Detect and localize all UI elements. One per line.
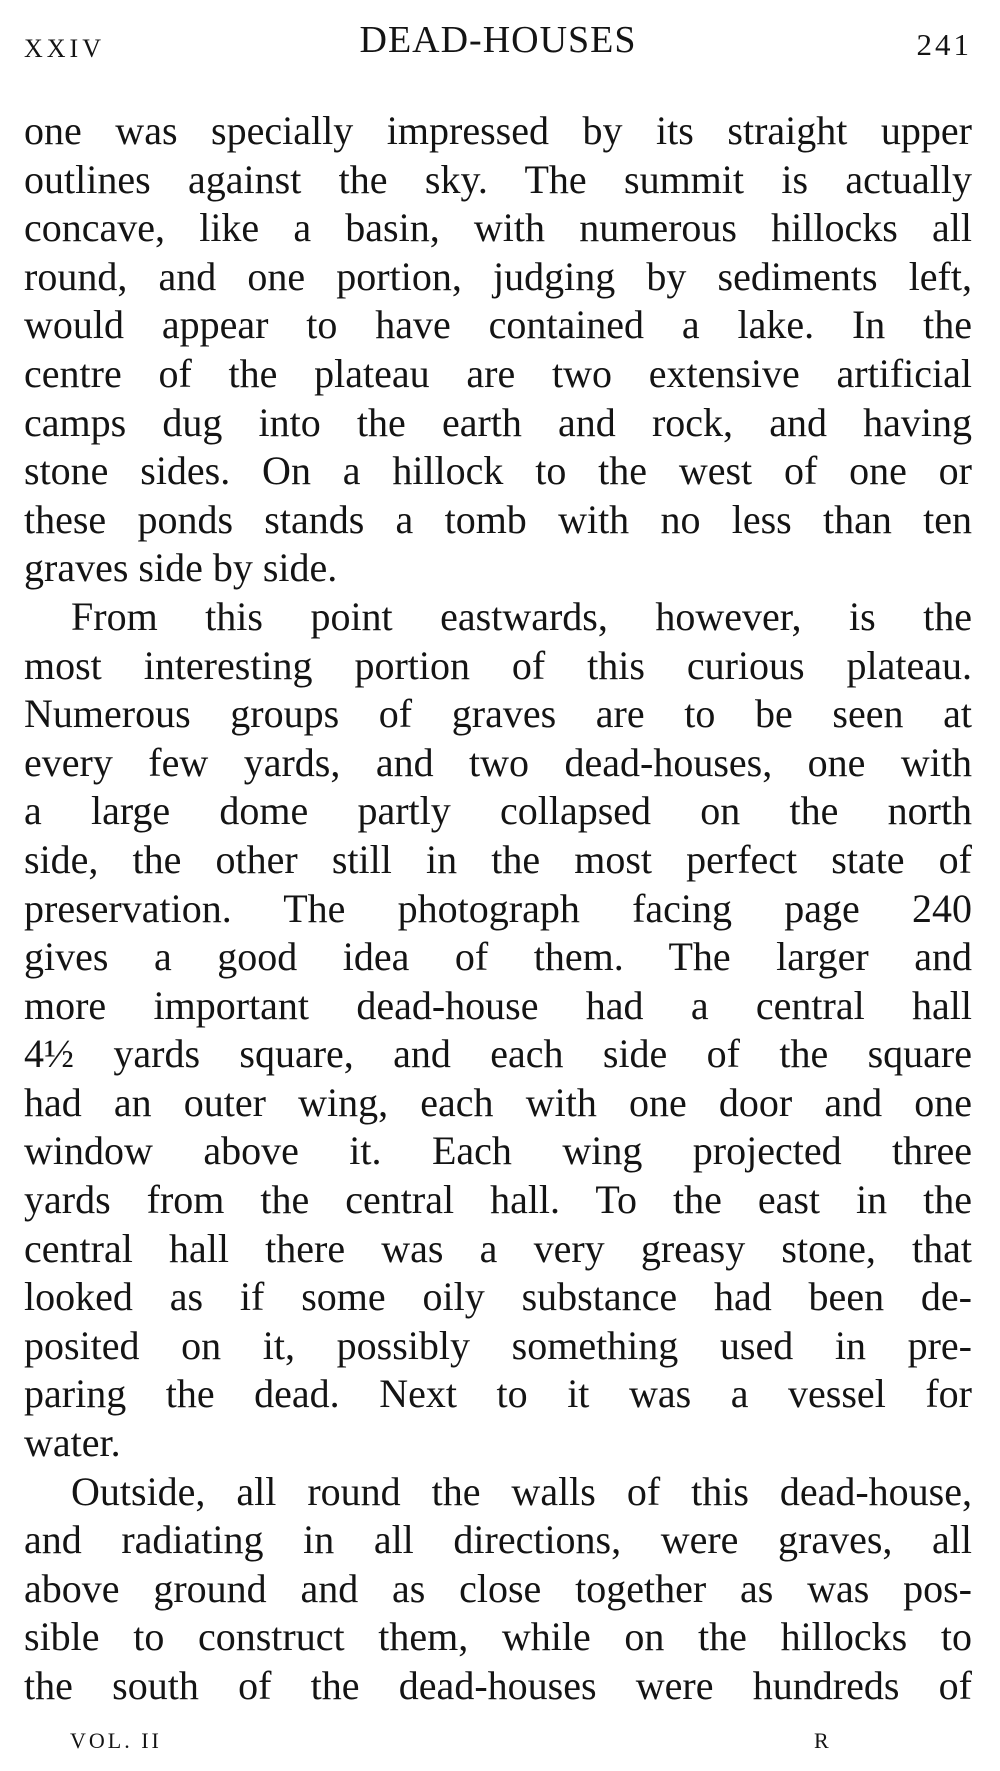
chapter-number: XXIV (24, 34, 105, 63)
text-line: gives a good idea of them. The larger and (24, 934, 972, 980)
text-line: more important dead-house had a central hall (24, 982, 972, 1028)
text-line: From this point eastwards, however, is the (71, 593, 972, 639)
text-line: stone sides. On a hillock to the west of one or (24, 448, 972, 494)
volume-signature: VOL. II (70, 1728, 162, 1753)
page-footer (70, 1728, 870, 1758)
text-line: 4½ yards square, and each side of the square (24, 1031, 972, 1077)
text-line: most interesting portion of this curious plateau. (24, 642, 972, 688)
text-line: one was specially impressed by its straight upper (24, 108, 972, 153)
body-text (24, 107, 972, 1711)
text-line: every few yards, and two dead-houses, one with (24, 739, 972, 785)
text-line: above ground and as close together as was pos- (24, 1565, 972, 1611)
running-header (24, 18, 972, 68)
text-line: these ponds stands a tomb with no less than ten (24, 496, 972, 542)
printer-signature-mark: R (814, 1728, 831, 1753)
text-line: outlines against the sky. The summit is actually (24, 156, 972, 202)
paragraph (24, 593, 972, 1468)
text-line: graves side by side. (24, 545, 338, 591)
text-line: Numerous groups of graves are to be seen at (24, 691, 972, 737)
paragraph (24, 1468, 972, 1711)
text-line: concave, like a basin, with numerous hillocks all (24, 205, 972, 251)
paragraph (24, 107, 972, 593)
text-line: centre of the plateau are two extensive artificial (24, 350, 972, 396)
text-line: side, the other still in the most perfect state of (24, 836, 972, 882)
text-line: paring the dead. Next to it was a vessel for (24, 1371, 972, 1417)
text-line: the south of the dead-houses were hundreds of (24, 1663, 972, 1708)
text-line: looked as if some oily substance had been de- (24, 1274, 972, 1320)
text-line: water. (24, 1420, 121, 1466)
text-line: camps dug into the earth and rock, and having (24, 399, 972, 445)
text-line: central hall there was a very greasy stone, that (24, 1225, 972, 1271)
text-line: would appear to have contained a lake. In the (24, 302, 972, 348)
running-title: DEAD-HOUSES (359, 19, 637, 61)
text-line: and radiating in all directions, were graves, all (24, 1517, 972, 1563)
text-line: preservation. The photograph facing page 240 (24, 885, 972, 931)
text-line: had an outer wing, each with one door and one (24, 1079, 972, 1125)
text-line: yards from the central hall. To the east in the (24, 1177, 972, 1223)
text-line: a large dome partly collapsed on the north (24, 788, 972, 834)
text-line: window above it. Each wing projected three (24, 1128, 972, 1174)
text-line: Outside, all round the walls of this dead-house, (71, 1468, 972, 1514)
text-line: posited on it, possibly something used in pre- (24, 1322, 972, 1368)
text-line: sible to construct them, while on the hillocks to (24, 1614, 972, 1660)
page-number: 241 (916, 27, 972, 62)
text-line: round, and one portion, judging by sediments left, (24, 253, 972, 299)
